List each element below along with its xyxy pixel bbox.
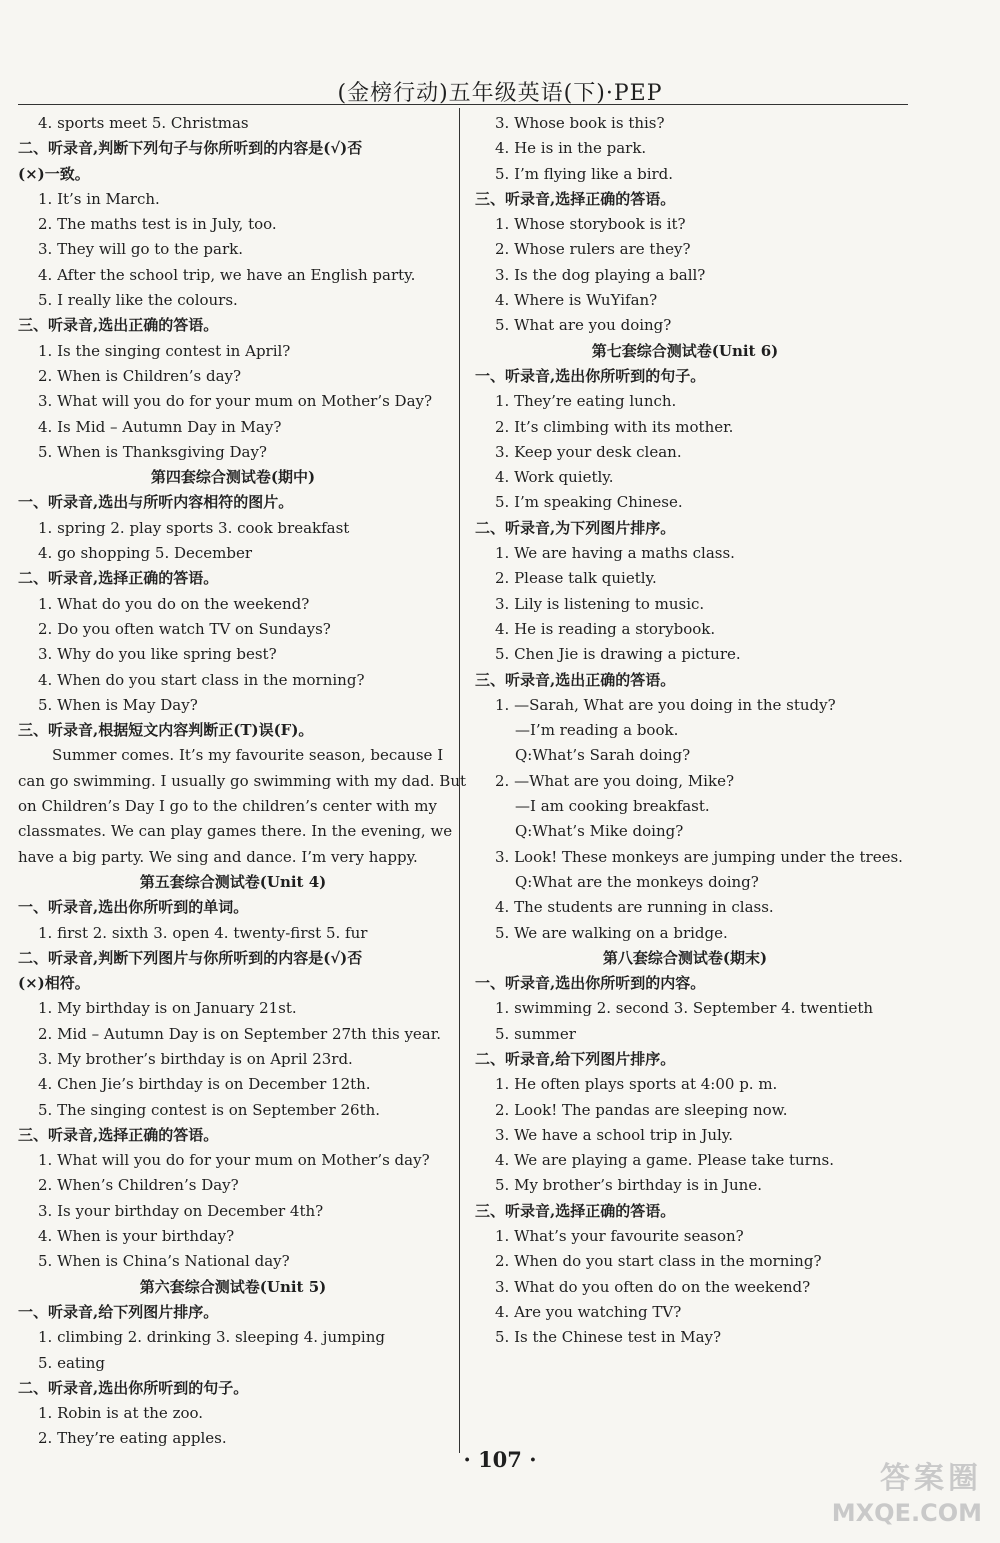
section-heading: 一、听录音,选出你所听到的内容。 bbox=[475, 974, 706, 993]
passage-line: Summer comes. It’s my favourite season, because I bbox=[52, 746, 444, 765]
text-line: 5. When is May Day? bbox=[38, 695, 198, 714]
section-heading: 二、听录音,判断下列图片与你所听到的内容是(√)否 bbox=[18, 948, 363, 967]
text-line: 2. Whose rulers are they? bbox=[495, 240, 691, 259]
text-line: 3. Whose book is this? bbox=[495, 114, 665, 132]
text-line: Q:What’s Mike doing? bbox=[515, 822, 684, 841]
section-heading: 二、听录音,判断下列句子与你所听到的内容是(√)否 bbox=[18, 139, 363, 158]
text-line: 2. When do you start class in the morning? bbox=[495, 1252, 822, 1271]
watermark-logo: 答案圈 bbox=[880, 1461, 982, 1496]
text-line: 1. Whose storybook is it? bbox=[495, 215, 686, 234]
text-line: 2. When’s Children’s Day? bbox=[38, 1176, 239, 1195]
text-line: 4. Is Mid – Autumn Day in May? bbox=[38, 417, 282, 436]
section-heading: (×)相符。 bbox=[18, 974, 90, 993]
passage-line: classmates. We can play games there. In the evening, we bbox=[18, 822, 453, 841]
text-line: 4. We are playing a game. Please take turns. bbox=[495, 1151, 834, 1170]
text-line: 5. Chen Jie is drawing a picture. bbox=[495, 645, 741, 664]
section-heading: 三、听录音,选择正确的答语。 bbox=[18, 1125, 219, 1144]
text-line: 1. Robin is at the zoo. bbox=[38, 1404, 204, 1423]
text-line: 1. Is the singing contest in April? bbox=[38, 341, 291, 360]
text-line: 2. Mid – Autumn Day is on September 27th this year. bbox=[38, 1024, 442, 1043]
text-line: 1. What do you do on the weekend? bbox=[38, 594, 310, 613]
text-line: 5. I’m speaking Chinese. bbox=[495, 493, 683, 512]
column-divider bbox=[459, 108, 460, 1453]
text-line: 3. Is the dog playing a ball? bbox=[495, 265, 706, 284]
text-line: 2. It’s climbing with its mother. bbox=[495, 417, 734, 436]
passage-line: on Children’s Day I go to the children’s center with my bbox=[18, 797, 437, 816]
text-line: 1. swimming 2. second 3. September 4. twentieth bbox=[495, 999, 874, 1018]
page-header: (金榜行动)五年级英语(下)·PEP bbox=[337, 81, 663, 106]
section-heading: (×)一致。 bbox=[18, 164, 90, 183]
text-line: 3. My brother’s birthday is on April 23rd. bbox=[38, 1049, 353, 1068]
page-number: · 107 · bbox=[463, 1447, 537, 1472]
section-heading: 二、听录音,给下列图片排序。 bbox=[475, 1049, 676, 1068]
text-line: 3. Lily is listening to music. bbox=[495, 594, 705, 613]
text-line: 5. eating bbox=[38, 1353, 105, 1372]
text-line: 2. Please talk quietly. bbox=[495, 569, 657, 588]
text-line: 4. He is in the park. bbox=[495, 139, 647, 158]
text-line: 3. We have a school trip in July. bbox=[495, 1125, 734, 1144]
section-heading: 一、听录音,选出你所听到的句子。 bbox=[475, 366, 706, 385]
text-line: 1. He often plays sports at 4:00 p. m. bbox=[495, 1075, 778, 1094]
text-line: 4. When do you start class in the morning? bbox=[38, 670, 365, 689]
text-line: 1. My birthday is on January 21st. bbox=[38, 999, 297, 1018]
text-line: 3. Look! These monkeys are jumping under the trees. bbox=[495, 847, 903, 866]
text-line: 4. He is reading a storybook. bbox=[495, 619, 716, 638]
header-rule bbox=[18, 104, 908, 105]
watermark bbox=[807, 1460, 982, 1536]
text-line: 2. The maths test is in July, too. bbox=[38, 215, 277, 234]
text-line: 4. Where is WuYifan? bbox=[495, 291, 658, 310]
text-line: 5. Is the Chinese test in May? bbox=[495, 1328, 722, 1347]
text-line: 4. sports meet 5. Christmas bbox=[38, 114, 249, 132]
section-heading: 三、听录音,选出正确的答语。 bbox=[475, 670, 676, 689]
text-line: 3. What do you often do on the weekend? bbox=[495, 1277, 811, 1296]
text-line: 1. It’s in March. bbox=[38, 189, 160, 208]
text-line: 4. After the school trip, we have an English party. bbox=[38, 265, 416, 284]
section-heading: 一、听录音,给下列图片排序。 bbox=[18, 1302, 219, 1321]
watermark-site: MXQE.COM bbox=[831, 1499, 982, 1527]
text-line: 5. We are walking on a bridge. bbox=[495, 923, 728, 942]
text-line: 1. What’s your favourite season? bbox=[495, 1227, 744, 1246]
text-line: 2. —What are you doing, Mike? bbox=[495, 771, 734, 790]
text-line: 4. go shopping 5. December bbox=[38, 544, 253, 563]
test-title: 第五套综合测试卷(Unit 4) bbox=[139, 872, 327, 891]
text-line: 4. The students are running in class. bbox=[495, 898, 774, 917]
text-line: 3. Why do you like spring best? bbox=[38, 645, 277, 664]
text-line: 1. —Sarah, What are you doing in the study? bbox=[495, 695, 836, 714]
text-line: 2. When is Children’s day? bbox=[38, 366, 242, 385]
section-heading: 一、听录音,选出你所听到的单词。 bbox=[18, 898, 249, 917]
test-title: 第八套综合测试卷(期末) bbox=[602, 948, 768, 967]
test-title: 第六套综合测试卷(Unit 5) bbox=[139, 1277, 327, 1296]
section-heading: 二、听录音,选出你所听到的句子。 bbox=[18, 1378, 249, 1397]
text-line: 2. They’re eating apples. bbox=[38, 1429, 227, 1448]
text-line: have a big party. We sing and dance. I’m very happy. bbox=[18, 847, 418, 866]
text-line: 3. What will you do for your mum on Mother’s Day? bbox=[38, 392, 433, 411]
passage-line: can go swimming. I usually go swimming with my dad. But bbox=[18, 771, 467, 790]
text-line: —I am cooking breakfast. bbox=[515, 797, 710, 816]
text-line: 4. When is your birthday? bbox=[38, 1227, 235, 1246]
text-line: 2. Do you often watch TV on Sundays? bbox=[38, 619, 331, 638]
text-line: 4. Chen Jie’s birthday is on December 12th. bbox=[38, 1075, 371, 1094]
text-line: 5. When is Thanksgiving Day? bbox=[38, 442, 267, 461]
text-line: 3. They will go to the park. bbox=[38, 240, 243, 259]
left-column bbox=[18, 111, 467, 1452]
text-line: 5. The singing contest is on September 26th. bbox=[38, 1100, 381, 1119]
section-heading: 一、听录音,选出与所听内容相符的图片。 bbox=[18, 493, 294, 512]
text-line: —I’m reading a book. bbox=[515, 721, 679, 740]
text-line: 3. Is your birthday on December 4th? bbox=[38, 1201, 324, 1220]
text-line: 5. My brother’s birthday is in June. bbox=[495, 1176, 762, 1195]
text-line: 1. climbing 2. drinking 3. sleeping 4. jumping bbox=[38, 1328, 385, 1347]
test-title: 第七套综合测试卷(Unit 6) bbox=[591, 341, 779, 360]
text-line: 1. We are having a maths class. bbox=[495, 544, 735, 563]
text-line: 1. spring 2. play sports 3. cook breakfast bbox=[38, 518, 350, 537]
text-line: 1. What will you do for your mum on Mother’s day? bbox=[38, 1151, 430, 1170]
text-line: 5. What are you doing? bbox=[495, 316, 672, 335]
text-line: 1. They’re eating lunch. bbox=[495, 392, 677, 411]
section-heading: 三、听录音,选出正确的答语。 bbox=[18, 316, 219, 335]
text-line: 5. summer bbox=[495, 1024, 576, 1043]
text-line: 4. Work quietly. bbox=[495, 468, 614, 487]
section-heading: 三、听录音,根据短文内容判断正(T)误(F)。 bbox=[18, 721, 314, 740]
text-line: Q:What’s Sarah doing? bbox=[515, 746, 691, 765]
text-line: 2. Look! The pandas are sleeping now. bbox=[495, 1100, 788, 1119]
section-heading: 三、听录音,选择正确的答语。 bbox=[475, 189, 676, 208]
text-line: 3. Keep your desk clean. bbox=[495, 442, 682, 461]
section-heading: 二、听录音,为下列图片排序。 bbox=[475, 518, 676, 537]
section-heading: 三、听录音,选择正确的答语。 bbox=[475, 1201, 676, 1220]
text-line: 1. first 2. sixth 3. open 4. twenty-first 5. fur bbox=[38, 923, 368, 942]
text-line: 4. Are you watching TV? bbox=[495, 1302, 682, 1321]
text-line: 5. I really like the colours. bbox=[38, 291, 238, 310]
text-line: 5. When is China’s National day? bbox=[38, 1252, 290, 1271]
right-column bbox=[475, 111, 903, 1351]
text-line: 5. I’m flying like a bird. bbox=[495, 164, 674, 183]
text-line: Q:What are the monkeys doing? bbox=[515, 872, 759, 891]
test-title: 第四套综合测试卷(期中) bbox=[150, 468, 316, 487]
section-heading: 二、听录音,选择正确的答语。 bbox=[18, 569, 219, 588]
